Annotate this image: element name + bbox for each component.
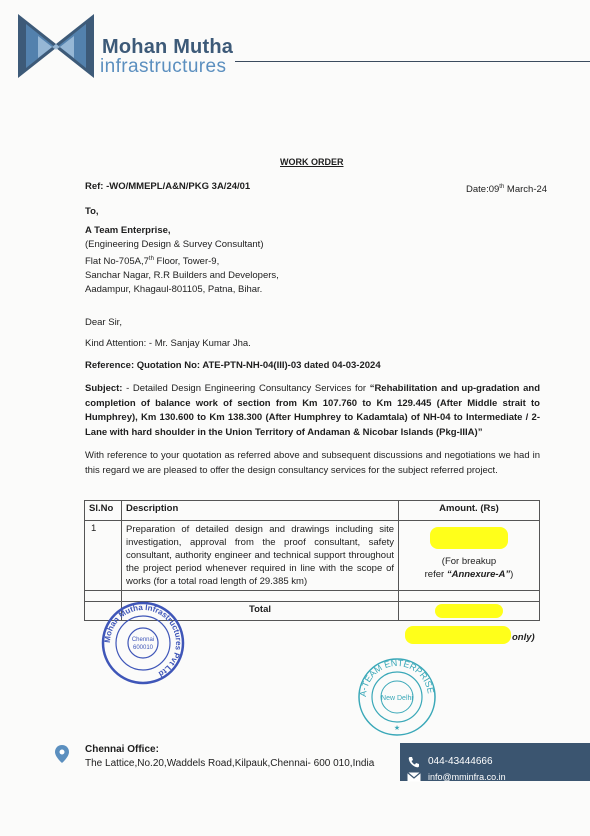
enterprise-stamp-icon (356, 656, 438, 738)
row-amount (399, 521, 540, 591)
email-icon (407, 772, 421, 782)
row-slno: 1 (85, 521, 122, 591)
subject-paragraph: Subject: - Detailed Design Engineering Consultancy Services for “Rehabilitation and up-gradation and completion of balance work of section from Km 107.760 to Km 129.445 (After Middle strait to Humphrey), Km 130.600 to Km 138.300 (After Humphrey to Kadamtala) of NH-04 to Intermediate / 2-Lane with hard shoulder in the Union Territory of Andaman & Nicobar Islands (Pkg-IIIA)” (85, 383, 540, 438)
svg-text:New Delhi: New Delhi (381, 695, 413, 702)
email-address: info@mminfra.co.in (428, 772, 506, 782)
kind-attention: Kind Attention: - Mr. Sanjay Kumar Jha. (85, 338, 251, 349)
amount-note: refer “Annexure-A”) (424, 569, 514, 580)
recipient-line: (Engineering Design & Survey Consultant) (85, 239, 264, 250)
phone-icon (408, 756, 420, 768)
document-title: WORK ORDER (280, 157, 344, 167)
svg-text:Mohan Mutha Infrastructures Pv: Mohan Mutha Infrastructures Pvt Ltd (102, 602, 184, 679)
total-amount (399, 602, 540, 621)
company-logo-icon (18, 14, 94, 78)
to-line: To, (85, 206, 99, 217)
column-header-amount: Amount. (Rs) (399, 501, 540, 521)
office-address: The Lattice,No.20,Waddels Road,Kilpauk,Chennai- 600 010,India (85, 758, 375, 769)
recipient-name: A Team Enterprise, (85, 225, 171, 236)
body-paragraph: With reference to your quotation as referred above and subsequent discussions and negotiations we had in this regard we are pleased to offer the design consultancy services for the subject referred project. (85, 450, 540, 476)
recipient-line: Flat No-705A,7th Floor, Tower-9, (85, 256, 220, 268)
location-pin-icon (55, 745, 69, 763)
document-date: Date:09th March-24 (466, 184, 548, 196)
row-description: Preparation of detailed design and drawings including site investigation, approval from the proof consultant, safety consultant, authority engineer and technical support throughout the project period whenever required in line with the scope of works (for a total road length of 29.385 km) (122, 521, 399, 591)
header-rule (235, 61, 590, 62)
company-name: Mohan Mutha (102, 36, 234, 58)
company-seal-icon (100, 600, 186, 686)
svg-text:★: ★ (393, 724, 401, 732)
amount-in-words-suffix: only) (512, 632, 535, 643)
svg-text:600010: 600010 (132, 645, 154, 651)
redacted-amount (430, 527, 508, 549)
amount-note: (For breakup (441, 556, 497, 567)
recipient-address (85, 224, 385, 297)
salutation: Dear Sir, (85, 317, 122, 328)
table-header-row (85, 501, 540, 521)
redacted-amount-in-words (405, 626, 511, 644)
redacted-total (435, 604, 503, 618)
table-row (85, 521, 540, 591)
recipient-line: Aadampur, Khagaul-801105, Patna, Bihar. (85, 284, 263, 296)
recipient-line: Sanchar Nagar, R.R Builders and Developers, (85, 270, 279, 282)
phone-number: 044-43444666 (428, 756, 493, 767)
column-header-slno: Sl.No (85, 501, 122, 521)
reference-number: Ref: -WO/MMEPL/A&N/PKG 3A/24/01 (85, 181, 251, 192)
office-label: Chennai Office: (85, 744, 159, 755)
svg-text:A-TEAM ENTERPRISE: A-TEAM ENTERPRISE (357, 657, 436, 698)
svg-text:Chennai: Chennai (131, 637, 155, 643)
total-label: Total (122, 602, 399, 621)
quotation-reference: Reference: Quotation No: ATE-PTN-NH-04(III)-03 dated 04-03-2024 (85, 360, 381, 371)
column-header-description: Description (122, 501, 399, 521)
company-subtitle: infrastructures (100, 56, 227, 77)
